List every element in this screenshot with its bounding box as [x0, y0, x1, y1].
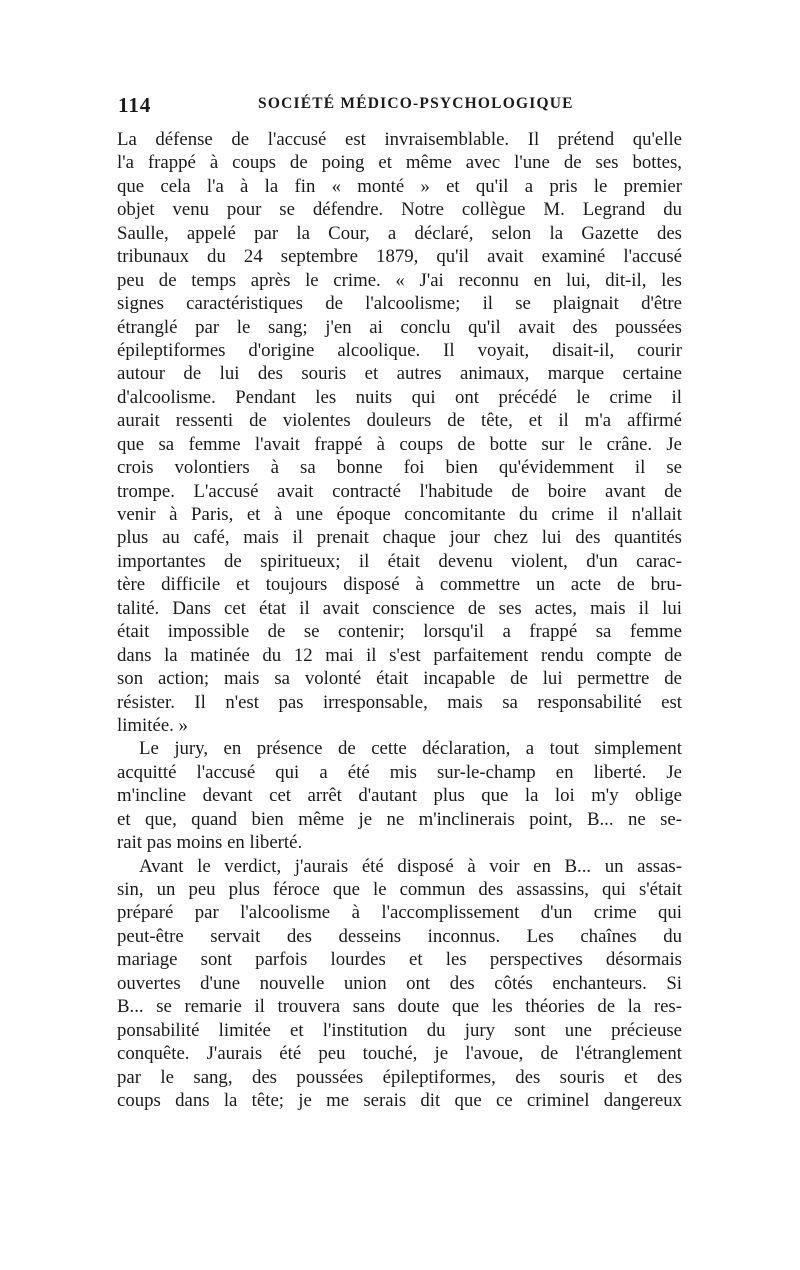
text-line: était impossible de se contenir; lorsqu'il a frappé sa femme: [117, 621, 682, 643]
text-line: acquitté l'accusé qui a été mis sur-le-champ en liberté. Je: [117, 761, 682, 783]
text-line: que sa femme l'avait frappé à coups de botte sur le crâne. Je: [117, 433, 682, 455]
text-line: m'incline devant cet arrêt d'autant plus que la loi m'y oblige: [117, 785, 682, 807]
text-line: dans la matinée du 12 mai il s'est parfaitement rendu compte de: [117, 644, 682, 666]
text-line: importantes de spiritueux; il était devenu violent, d'un carac-: [117, 550, 682, 572]
text-line: tribunaux du 24 septembre 1879, qu'il avait examiné l'accusé: [117, 246, 682, 268]
text-line: par le sang, des poussées épileptiformes, des souris et des: [117, 1066, 682, 1088]
text-line: que cela l'a à la fin « monté » et qu'il a pris le premier: [117, 175, 682, 197]
text-line: et que, quand bien même je ne m'inclinerais point, B... ne se-: [117, 808, 682, 830]
text-line: Avant le verdict, j'aurais été disposé à voir en B... un assas-: [139, 855, 682, 877]
text-line: épileptiformes d'origine alcoolique. Il voyait, disait-il, courir: [117, 339, 682, 361]
text-line: peut-être servait des desseins inconnus. Les chaînes du: [117, 925, 682, 947]
text-line: son action; mais sa volonté était incapable de lui permettre de: [117, 668, 682, 690]
text-line: tère difficile et toujours disposé à commettre un acte de bru-: [117, 574, 682, 596]
text-line: l'a frappé à coups de poing et même avec l'une de ses bottes,: [117, 152, 682, 174]
running-title: SOCIÉTÉ MÉDICO-PSYCHOLOGIQUE: [258, 95, 574, 112]
text-line: étranglé par le sang; j'en ai conclu qu'il avait des poussées: [117, 316, 682, 338]
text-line: Le jury, en présence de cette déclaration, a tout simplement: [139, 738, 682, 760]
text-line: rait pas moins en liberté.: [117, 832, 303, 854]
text-line: B... se remarie il trouvera sans doute que les théories de la res-: [117, 996, 682, 1018]
text-line: signes caractéristiques de l'alcoolisme; il se plaignait d'être: [117, 293, 682, 315]
page-number: 114: [118, 93, 152, 117]
text-line: peu de temps après le crime. « J'ai reconnu en lui, dit-il, les: [117, 269, 682, 291]
text-line: coups dans la tête; je me serais dit que ce criminel dangereux: [117, 1089, 682, 1111]
text-line: crois volontiers à sa bonne foi bien qu'évidemment il se: [117, 457, 682, 479]
text-line: venir à Paris, et à une époque concomitante du crime il n'allait: [117, 504, 682, 525]
text-line: Saulle, appelé par la Cour, a déclaré, selon la Gazette des: [117, 222, 682, 244]
text-line: sin, un peu plus féroce que le commun des assassins, qui s'était: [117, 879, 682, 900]
text-line: plus au café, mais il prenait chaque jour chez lui des quantités: [117, 527, 682, 549]
text-line: objet venu pour se défendre. Notre collègue M. Legrand du: [117, 199, 682, 221]
text-line: trompe. L'accusé avait contracté l'habitude de boire avant de: [117, 480, 682, 502]
text-line: conquête. J'aurais été peu touché, je l'avoue, de l'étranglement: [117, 1043, 682, 1065]
text-line: aurait ressenti de violentes douleurs de tête, et il m'a affirmé: [117, 410, 682, 432]
text-line: d'alcoolisme. Pendant les nuits qui ont précédé le crime il: [117, 386, 682, 408]
running-head: [118, 93, 678, 115]
text-line: préparé par l'alcoolisme à l'accomplissement d'un crime qui: [117, 902, 682, 924]
text-line: ponsabilité limitée et l'institution du jury sont une précieuse: [117, 1019, 682, 1041]
text-line: ouvertes d'une nouvelle union ont des côtés enchanteurs. Si: [117, 972, 682, 994]
text-line: limitée. »: [117, 714, 188, 736]
body-text: [117, 128, 682, 1112]
text-line: La défense de l'accusé est invraisemblable. Il prétend qu'elle: [117, 129, 682, 150]
text-line: talité. Dans cet état il avait conscience de ses actes, mais il lui: [117, 597, 682, 619]
text-line: résister. Il n'est pas irresponsable, mais sa responsabilité est: [117, 691, 682, 713]
text-line: mariage sont parfois lourdes et les perspectives désormais: [117, 949, 682, 971]
text-line: autour de lui des souris et autres animaux, marque certaine: [117, 363, 682, 385]
